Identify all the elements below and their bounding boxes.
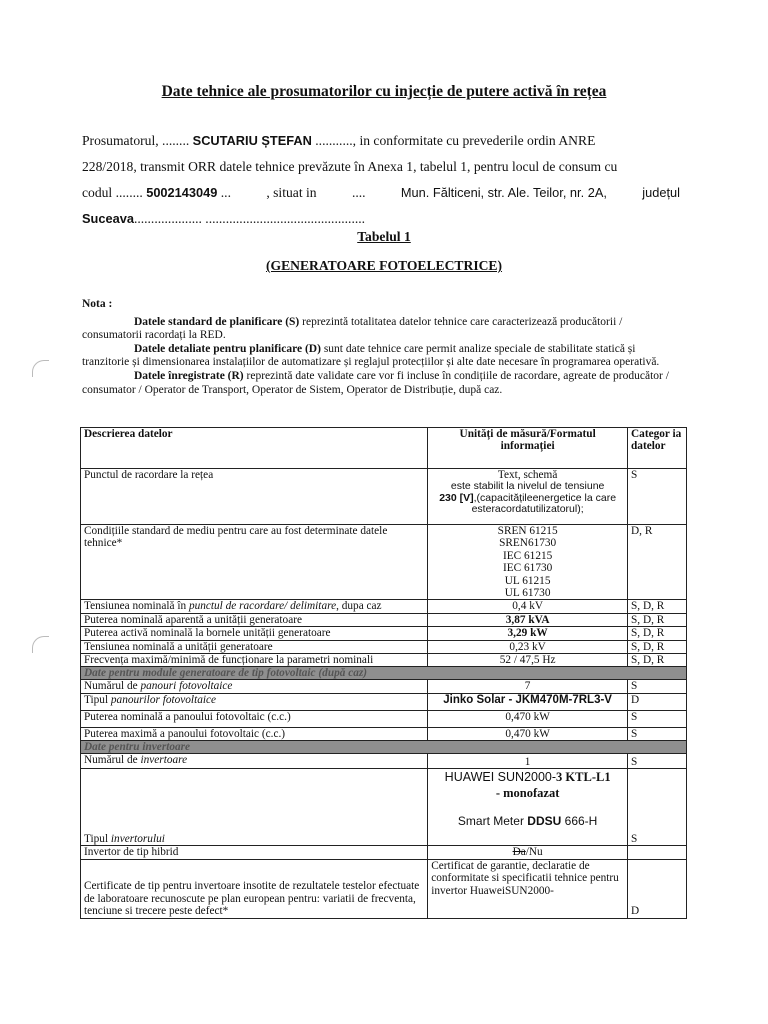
- row-description: Tensiunea nominală a unității generatoare: [81, 640, 428, 653]
- standard-item: IEC 61215: [503, 549, 553, 562]
- row-category: [628, 846, 687, 859]
- unit-line: este stabilit la nivelul de tensiune: [450, 480, 605, 493]
- row-unit: [428, 525, 628, 600]
- row-description: [81, 680, 428, 693]
- table-row: [81, 627, 687, 640]
- row-category: S: [628, 754, 687, 769]
- row-category: D, R: [628, 525, 687, 600]
- row-description: [81, 693, 428, 710]
- desc-part: Tensiunea nominală în: [84, 600, 187, 613]
- row-unit: 0,23 kV: [428, 640, 628, 653]
- section-header-row: [81, 667, 687, 680]
- table-row: [81, 754, 687, 769]
- panel-type: Jinko Solar - JKM470M-7RL3-V: [428, 693, 628, 710]
- note-paragraph: [82, 316, 680, 343]
- standard-item: UL 61730: [504, 587, 551, 600]
- intro-text: 228/2018, transmit ORR datele tehnice prevăzute în Anexa 1, tabelul 1, pentru locul de consum cu: [82, 159, 618, 174]
- inverter-phase: - monofazat: [495, 786, 560, 801]
- row-description: Invertor de tip hibrid: [81, 846, 428, 859]
- row-category: D: [628, 693, 687, 710]
- county: Suceava: [82, 211, 134, 226]
- intro-text: .................... ...............................................: [133, 211, 366, 226]
- desc-part: invertorului: [110, 832, 165, 845]
- note-heading: Nota :: [82, 298, 113, 310]
- intro-text: județul: [642, 185, 680, 200]
- row-category: S: [628, 769, 687, 846]
- smart-meter: DDSU: [527, 814, 562, 829]
- table-row: [81, 859, 687, 918]
- row-unit: 52 / 47,5 Hz: [428, 654, 628, 667]
- table-subtitle: (GENERATOARE FOTOELECTRICE): [265, 258, 503, 273]
- row-description: Puterea nominală aparentă a unității generatoare: [81, 613, 428, 626]
- row-unit: 7: [428, 680, 628, 693]
- prosumer-name: SCUTARIU ȘTEFAN: [192, 133, 312, 148]
- header-category: Categor ia datelor: [628, 428, 687, 469]
- row-category: S: [628, 680, 687, 693]
- row-category: S, D, R: [628, 600, 687, 613]
- place-code: 5002143049: [146, 185, 218, 200]
- row-description: [81, 769, 428, 846]
- row-category: S, D, R: [628, 654, 687, 667]
- standard-item: SREN61730: [499, 537, 557, 550]
- standard-item: SREN 61215: [497, 525, 558, 537]
- table-title: Tabelul 1: [357, 229, 411, 244]
- unit-line: ,(capacitățileenergetice la care esteracordatutilizatorul);: [471, 491, 617, 516]
- row-description: Certificate de tip pentru invertoare insotite de rezultatele testelor efectuate de laboratoare recunoscute pe plan european pentru: variatii de frecventa, tenciune si trecere peste defect*: [81, 859, 428, 918]
- intro-text: ....: [351, 185, 366, 200]
- table-row: [81, 693, 687, 710]
- row-description: Puterea maximă a panoului fotovoltaic (c.c.): [81, 727, 428, 740]
- desc-part: Tipul: [84, 693, 109, 706]
- row-description: Puterea activă nominală la bornele unității generatoare: [81, 627, 428, 640]
- option-no: /Nu: [525, 846, 543, 859]
- row-unit: 0,470 kW: [428, 727, 628, 740]
- row-unit: 1: [428, 754, 628, 769]
- note-paragraph: [82, 343, 680, 370]
- desc-part: Tipul: [84, 832, 109, 845]
- row-unit: Certificat de garantie, declaratie de conformitate si specificatii tehnice pentru invertor HuaweiSUN2000-: [428, 859, 628, 918]
- table-row: [81, 469, 687, 525]
- note-term: Datele înregistrate (R): [134, 369, 244, 382]
- standard-item: IEC 61730: [503, 562, 553, 575]
- section-text: Date pentru: [84, 741, 140, 754]
- table-header-row: [81, 428, 687, 469]
- table-row: [81, 769, 687, 846]
- desc-part: , dupa caz: [336, 600, 382, 613]
- row-description: [81, 754, 428, 769]
- table-row: [81, 525, 687, 600]
- inverter-type: [428, 769, 628, 846]
- row-category: S: [628, 469, 687, 525]
- standard-item: UL 61215: [504, 574, 551, 587]
- row-unit: 0,4 kV: [428, 600, 628, 613]
- desc-part: panourilor fotovoltaice: [110, 693, 217, 706]
- note-paragraph: [82, 370, 680, 397]
- table-row: [81, 710, 687, 727]
- voltage-level: 230 [V]: [439, 491, 474, 504]
- table-row: [81, 680, 687, 693]
- technical-data-table: [80, 427, 687, 919]
- note-term: Datele detaliate pentru planificare (D): [134, 342, 321, 355]
- smart-meter: 666-H: [564, 814, 598, 829]
- row-description: [81, 600, 428, 613]
- intro-text: , situat in: [266, 185, 317, 200]
- desc-part: Numărul de: [84, 754, 138, 767]
- row-description: Puterea nominală a panoului fotovoltaic (c.c.): [81, 710, 428, 727]
- address: Mun. Fălticeni, str. Ale. Teilor, nr. 2A,: [400, 185, 607, 200]
- row-unit: 3,87 kVA: [428, 613, 628, 626]
- note-section: [82, 298, 680, 397]
- section-text: Date pentru: [84, 667, 140, 680]
- note-text: sunt date tehnice care permit analize speciale de stabilitate statică și tranzitorie și dimensionarea instalațiilor de automatizare și reglajul protecțiilor și alte date necesare în programarea operativă.: [82, 342, 660, 369]
- desc-part: invertoare: [140, 754, 188, 767]
- row-category: S: [628, 710, 687, 727]
- punch-hole-mark: [32, 636, 49, 653]
- table-row: [81, 727, 687, 740]
- row-category: S, D, R: [628, 640, 687, 653]
- table-row: [81, 654, 687, 667]
- inverter-model: 3 KTL-L1: [556, 770, 611, 785]
- table-row: [81, 600, 687, 613]
- row-description: Frecvența maximă/minimă de funcționare la parametri nominali: [81, 654, 428, 667]
- hybrid-option: [428, 846, 628, 859]
- intro-text: ...: [220, 185, 231, 200]
- punch-hole-mark: [32, 360, 49, 377]
- note-text: reprezintă totalitatea datelor tehnice care caracterizează producătorii / consumatorii racordați la RED.: [82, 315, 623, 342]
- section-text: module generatoare de tip fotovoltaic: [142, 667, 316, 680]
- intro-text: codul ........: [82, 185, 143, 200]
- smart-meter: Smart Meter: [457, 814, 524, 829]
- section-header-row: [81, 741, 687, 754]
- table-row: [81, 613, 687, 626]
- row-description: Condițiile standard de mediu pentru care au fost determinate datele tehnice*: [81, 525, 428, 600]
- table-row: [81, 640, 687, 653]
- row-category: S, D, R: [628, 613, 687, 626]
- section-header-pv: [81, 667, 687, 680]
- intro-text: ..........., in conformitate cu prevederile ordin ANRE: [315, 133, 596, 148]
- row-unit: 3,29 kW: [428, 627, 628, 640]
- intro-paragraph: [82, 128, 680, 232]
- row-category: D: [628, 859, 687, 918]
- intro-text: Prosumatorul, ........: [82, 133, 190, 148]
- desc-part: punctul de racordare/ delimitare: [188, 600, 337, 613]
- desc-part: Numărul de: [84, 680, 138, 693]
- section-text: (după caz): [318, 667, 368, 680]
- option-yes: Da: [512, 846, 526, 859]
- desc-part: panouri fotovoltaice: [140, 680, 233, 693]
- row-category: S: [628, 727, 687, 740]
- inverter-model: HUAWEI SUN2000-: [444, 770, 557, 785]
- section-text: invertoare: [142, 741, 191, 754]
- row-description: Punctul de racordare la rețea: [81, 469, 428, 525]
- row-unit: [428, 469, 628, 525]
- document-title: Date tehnice ale prosumatorilor cu injecție de putere activă în rețea: [161, 83, 607, 100]
- unit-line: Text, schemă: [497, 469, 558, 481]
- table-row: [81, 846, 687, 859]
- header-unit: Unități de măsură/Formatul informației: [428, 428, 628, 469]
- note-term: Datele standard de planificare (S): [134, 315, 300, 328]
- row-unit: 0,470 kW: [428, 710, 628, 727]
- row-category: S, D, R: [628, 627, 687, 640]
- header-description: Descrierea datelor: [81, 428, 428, 469]
- section-header-inverter: [81, 741, 687, 754]
- note-text: reprezintă date validate care vor fi incluse în condițiile de racordare, agreate de producător / consumator / Operator de Transport, Operator de Sistem, Operator de Distribuție, după caz.: [82, 369, 669, 396]
